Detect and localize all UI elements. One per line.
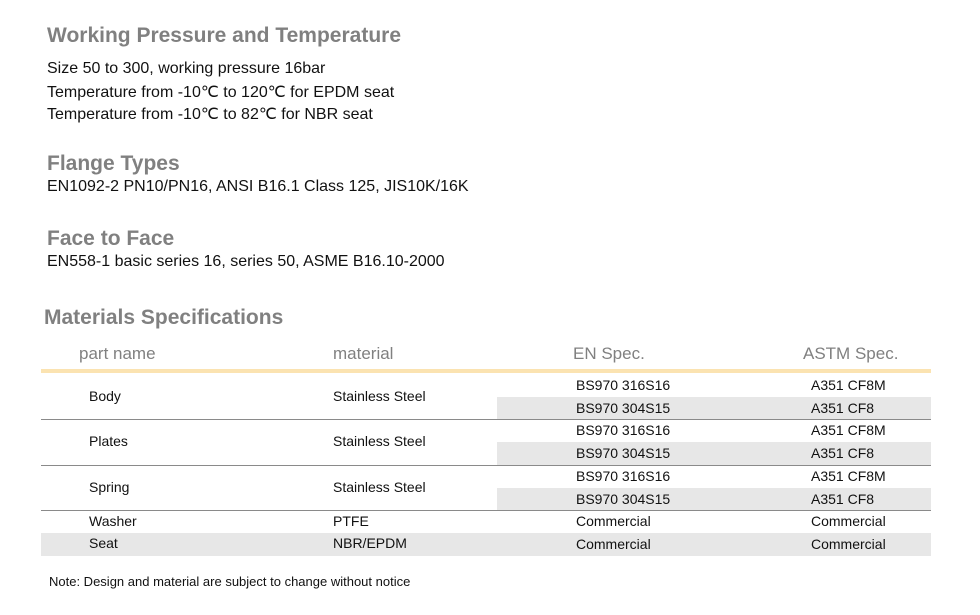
face-to-face-text: EN558-1 basic series 16, series 50, ASME B16.10-2000: [47, 253, 445, 270]
astm-spec-cell: Commercial: [811, 535, 886, 552]
face-to-face-title: Face to Face: [47, 227, 175, 250]
astm-spec-cell: A351 CF8: [811, 399, 875, 416]
material-cell: Stainless Steel: [333, 433, 426, 450]
en-spec-cell: BS970 304S15: [576, 399, 671, 416]
en-spec-cell: BS970 304S15: [576, 445, 671, 462]
material-cell: PTFE: [333, 512, 369, 529]
astm-spec-cell: Commercial: [811, 513, 886, 530]
header-part-name: part name: [79, 344, 156, 363]
astm-spec-cell: A351 CF8M: [811, 467, 886, 484]
en-spec-cell: BS970 316S16: [576, 377, 671, 393]
astm-spec-cell: A351 CF8: [811, 445, 875, 462]
note-text: Note: Design and material are subject to change without notice: [49, 574, 411, 589]
row-shade: [41, 533, 931, 556]
flange-types-text: EN1092-2 PN10/PN16, ANSI B16.1 Class 125, JIS10K/16K: [47, 178, 469, 195]
astm-spec-cell: A351 CF8M: [811, 422, 886, 439]
en-spec-cell: Commercial: [576, 535, 651, 552]
nbr-temperature-line: Temperature from -10℃ to 82℃ for NBR seat: [47, 106, 373, 123]
header-astm-spec: ASTM Spec.: [803, 344, 899, 363]
material-cell: Stainless Steel: [333, 387, 426, 404]
en-spec-cell: Commercial: [576, 513, 651, 530]
en-spec-cell: BS970 316S16: [576, 467, 671, 484]
material-cell: Stainless Steel: [333, 478, 426, 495]
epdm-temperature-line: Temperature from -10℃ to 120℃ for EPDM seat: [47, 84, 395, 101]
materials-title: Materials Specifications: [44, 306, 284, 329]
part-name-cell: Body: [89, 387, 121, 404]
en-spec-cell: BS970 316S16: [576, 422, 671, 439]
part-name-cell: Spring: [89, 478, 130, 495]
row-separator: [41, 419, 931, 420]
working-pressure-title: Working Pressure and Temperature: [47, 24, 401, 47]
astm-spec-cell: A351 CF8M: [811, 377, 886, 393]
en-spec-cell: BS970 304S15: [576, 490, 671, 507]
row-separator: [41, 510, 931, 511]
part-name-cell: Plates: [89, 433, 128, 450]
astm-spec-cell: A351 CF8: [811, 490, 875, 507]
flange-types-title: Flange Types: [47, 152, 180, 175]
part-name-cell: Seat: [89, 535, 118, 552]
header-rule: [41, 369, 931, 373]
header-en-spec: EN Spec.: [573, 344, 645, 363]
part-name-cell: Washer: [89, 512, 137, 529]
working-pressure-line: Size 50 to 300, working pressure 16bar: [47, 60, 326, 77]
material-cell: NBR/EPDM: [333, 535, 407, 552]
header-material: material: [333, 344, 394, 363]
row-separator: [41, 465, 931, 466]
